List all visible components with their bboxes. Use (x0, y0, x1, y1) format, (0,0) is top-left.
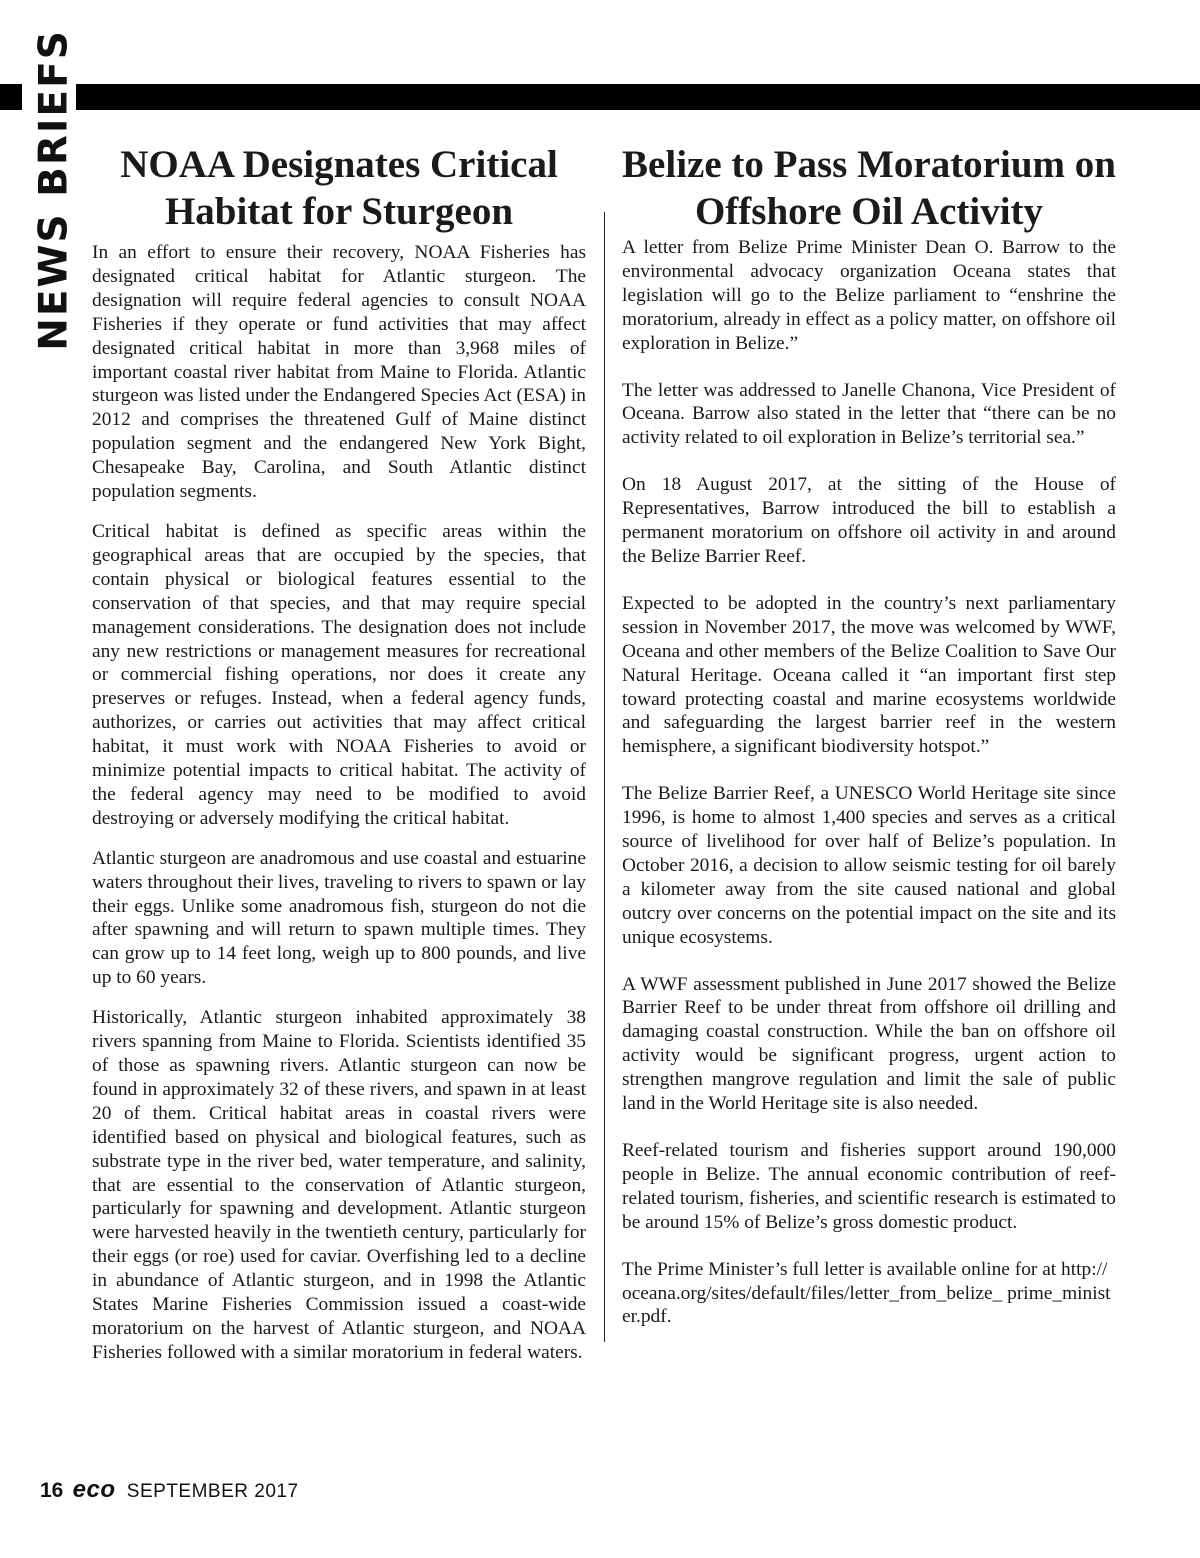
section-label (31, 29, 77, 351)
article-right-body (622, 236, 1116, 1352)
paragraph: A letter from Belize Prime Minister Dean O. Barrow to the environmental advocacy organization Oceana states that legislation will go to the Belize parliament to “enshrine the moratorium, already in effect as a policy matter, on offshore oil exploration in Belize.” (622, 237, 1116, 354)
paragraph: In an effort to ensure their recovery, NOAA Fisheries has designated critical habitat for Atlantic sturgeon. The designation will require federal agencies to consult NOAA Fisheries if they operate or fund activities that may affect designated critical habitat in more than 3,968 miles of important coastal river habitat from Maine to Florida. Atlantic sturgeon was listed under the Endangered Species Act (ESA) in 2012 and comprises the threatened Gulf of Maine distinct population segment and the endangered New York Bight, Chesapeake Bay, Carolina, and South Atlantic distinct population segments. (92, 242, 586, 503)
paragraph: On 18 August 2017, at the sitting of the House of Representatives, Barrow introduced the bill to establish a permanent moratorium on offshore oil activity in and around the Belize Barrier Reef. (622, 474, 1116, 567)
paragraph: The Belize Barrier Reef, a UNESCO World Heritage site since 1996, is home to almost 1,400 species and serves as a critical source of livelihood for over half of Belize’s population. In October 2016, a decision to allow seismic testing for oil barely a kilometer away from the site caused national and global outcry over concerns on the potential impact on the site and its unique ecosystems. (622, 783, 1116, 948)
header-rule (76, 84, 1200, 110)
paragraph: The letter was addressed to Janelle Chanona, Vice President of Oceana. Barrow also stated in the letter that “there can be no activity related to oil exploration in Belize’s territorial sea.” (622, 379, 1116, 449)
article-left-body (92, 241, 586, 1381)
paragraph: Critical habitat is defined as specific areas within the geographical areas that are occupied by the species, that contain physical or biological features essential to the conservation of that species, and that may require special management considerations. The designation does not include any new restrictions or management measures for recreational or commercial fishing operations, nor does it create any preserves or refuges. Instead, when a federal agency funds, authorizes, or carries out activities that may affect critical habitat, it must work with NOAA Fisheries to avoid or minimize potential impacts to critical habitat. The activity of the federal agency may need to be modified to avoid destroying or adversely modifying the critical habitat. (92, 520, 586, 829)
page-number: 16 (40, 1479, 64, 1502)
header-rule-left (0, 84, 22, 110)
issue-date: SEPTEMBER 2017 (126, 1481, 299, 1502)
section-label-text: NEWS BRIEFS (31, 29, 77, 351)
paragraph: Atlantic sturgeon are anadromous and use coastal and estuarine waters throughout their lives, traveling to rivers to spawn or lay their eggs. Unlike some anadromous fish, sturgeon do not die after spawning and will return to spawn multiple times. They can grow up to 14 feet long, weigh up to 800 pounds, and live up to 60 years. (92, 847, 586, 989)
paragraph: A WWF assessment published in June 2017 showed the Belize Barrier Reef to be under threat from offshore oil drilling and damaging coastal construction. While the ban on offshore oil activity would be significant progress, urgent action to strengthen mangrove regulation and limit the sale of public land in the World Heritage site is also needed. (622, 973, 1116, 1115)
paragraph: Reef-related tourism and fisheries support around 190,000 people in Belize. The annual economic contribution of reef-related tourism, fisheries, and scientific research is estimated to be around 15% of Belize’s gross domestic product. (622, 1140, 1116, 1233)
magazine-logo: eco (72, 1476, 116, 1503)
column-divider (604, 212, 605, 1342)
headline-left: NOAA Designates Critical Habitat for Sturgeon (120, 143, 558, 233)
paragraph: Historically, Atlantic sturgeon inhabited approximately 38 rivers spanning from Maine to Florida. Scientists identified 35 of those as spawning rivers. Atlantic sturgeon can now be found in approximately 32 of these rivers, and spawn in at least 20 of them. Critical habitat areas in coastal rivers were identified based on physical and biological features, such as substrate type in the river bed, water temperature, and salinity, that are essential to the conservation of Atlantic sturgeon, particularly for spawning and development. Atlantic sturgeon were harvested heavily in the twentieth century, particularly for their eggs (or roe) used for caviar. Overfishing led to a decline in abundance of Atlantic sturgeon, and in 1998 the Atlantic States Marine Fisheries Commission issued a coast-wide moratorium on the harvest of Atlantic sturgeon, and NOAA Fisheries followed with a similar moratorium in federal waters. (92, 1007, 586, 1363)
paragraph: Expected to be adopted in the country’s next parliamentary session in November 2017, the move was welcomed by WWF, Oceana and other members of the Belize Coalition to Save Our Natural Heritage. Oceana called it “an important first step toward protecting coastal and marine ecosystems worldwide and safeguarding the largest barrier reef in the western hemisphere, a significant biodiversity hotspot.” (622, 592, 1116, 758)
headline-right: Belize to Pass Moratorium on Offshore Oil Activity (622, 143, 1116, 233)
closing-paragraph-with-link[interactable]: The Prime Minister’s full letter is available online for at http://oceana.org/sites/default/files/letter_from_belize_ prime_minister.pdf. (622, 1258, 1111, 1328)
page-footer (40, 1476, 299, 1504)
